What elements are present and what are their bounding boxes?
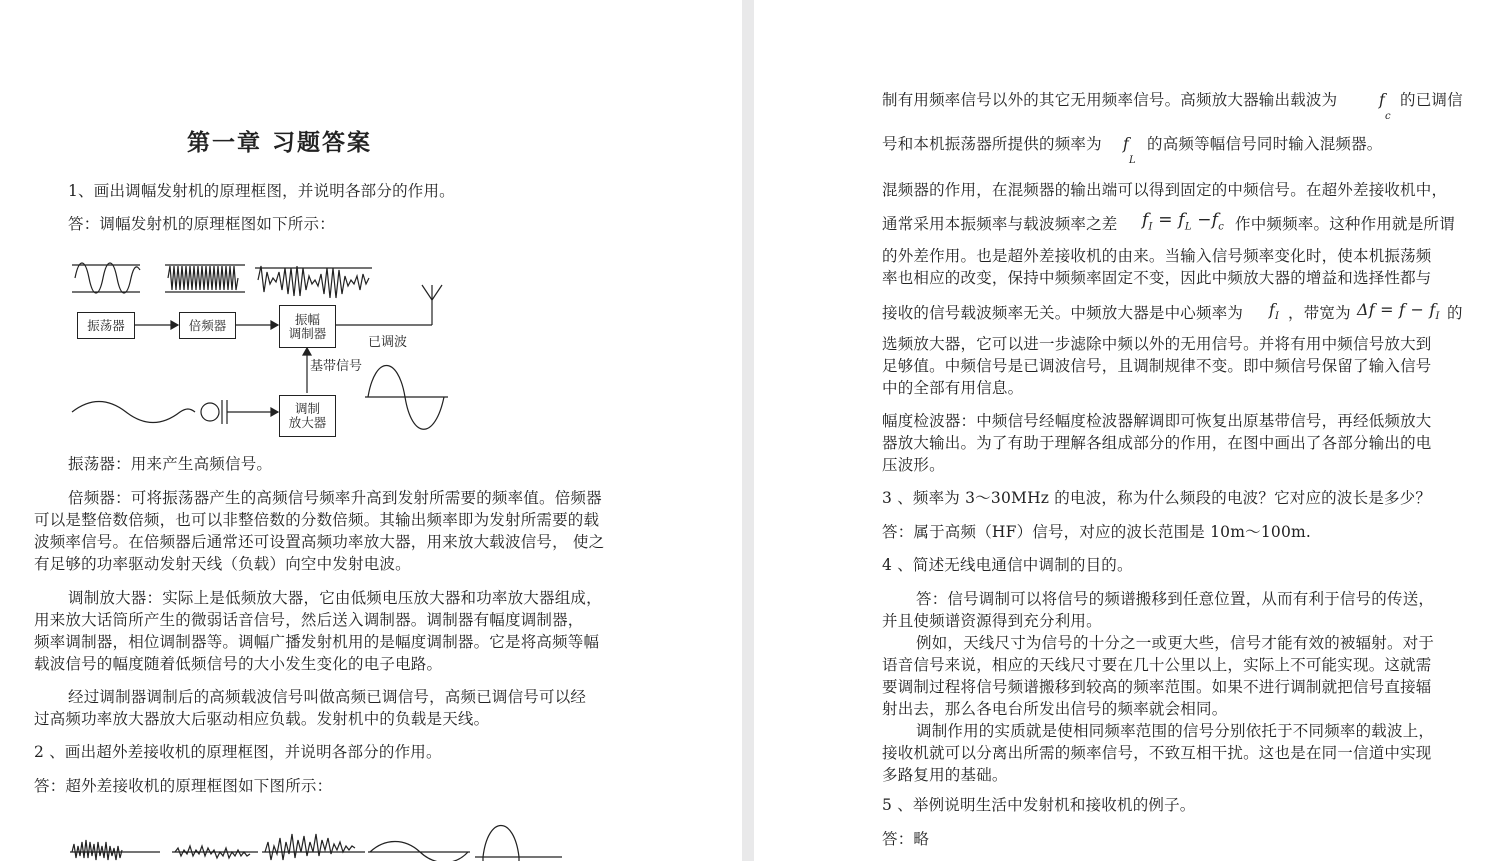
answer-4-8: 接收机就可以分离出所需的频率信号，不致互相干扰。这也是在同一信道中实现: [882, 744, 1432, 762]
answer-4-9: 多路复用的基础。: [882, 766, 1008, 784]
if-amp-desc-1c: 的: [1447, 304, 1463, 322]
if-amp-desc-3: 足够值。中频信号是已调波信号，且调制规律不变。即中频信号保留了输入信号: [882, 357, 1432, 375]
fc-symbol: $f_c$: [1379, 91, 1391, 123]
mixer-desc-2b: 的高频等幅信号同时输入混频器。: [1147, 135, 1383, 153]
mixer-desc-3: 混频器的作用，在混频器的输出端可以得到固定的中频信号。在超外差接收机中，: [882, 181, 1448, 199]
mod-amp-desc-3: 频率调制器，相位调制器等。调幅广播发射机用的是幅度调制器。它是将高频等幅: [34, 633, 600, 651]
modulated-desc-2: 过高频功率放大器放大后驱动相应负载。发射机中的负载是天线。: [34, 710, 490, 728]
detector-desc-1: 幅度检波器：中频信号经幅度检波器解调即可恢复出原基带信号，再经低频放大: [882, 412, 1432, 430]
superhet-waveforms: [0, 0, 742, 861]
if-amp-desc-1a: 接收的信号载波频率无关。中频放大器是中心频率为: [882, 304, 1244, 322]
answer-4-2: 并且使频谱资源得到充分利用。: [882, 612, 1102, 630]
detector-desc-2: 器放大输出。为了有助于理解各组成部分的作用，在图中画出了各部分输出的电: [882, 434, 1432, 452]
mod-amp-desc-1: 调制放大器：实际上是低频放大器，它由低频电压放大器和功率放大器组成，: [68, 589, 602, 607]
if-equation: $f_I = f_L -f_c$: [1142, 210, 1225, 233]
modulator-label-1: 振幅: [294, 311, 320, 327]
multiplier-desc-2: 可以是整倍数倍频，也可以非整倍数的分数倍频。其输出频率即为发射所需要的载: [34, 511, 600, 529]
modulated-wave-label: 已调波: [368, 335, 408, 350]
question-5: 5 、举例说明生活中发射机和接收机的例子。: [882, 796, 1196, 814]
fI-symbol: $f_I$: [1269, 301, 1280, 323]
right-page: [754, 0, 1504, 861]
mixer-desc-5: 的外差作用。也是超外差接收机的由来。当输入信号频率变化时，使本机振荡频: [882, 247, 1432, 265]
question-2: 2 、画出超外差接收机的原理框图，并说明各部分的作用。: [34, 743, 442, 761]
mod-amp-desc-4: 载波信号的幅度随着低频信号的大小发生变化的电子电路。: [34, 655, 443, 673]
answer-4-7: 调制作用的实质就是使相同频率范围的信号分别依托于不同频率的载波上，: [916, 722, 1435, 740]
oscillator-label: 振荡器: [87, 317, 125, 333]
if-amp-desc-2: 选频放大器，它可以进一步滤除中频以外的无用信号。并将有用中频信号放大到: [882, 335, 1432, 353]
question-1: 1、画出调幅发射机的原理框图，并说明各部分的作用。: [68, 182, 455, 200]
mixer-desc-4b: 作中频频率。这种作用就是所谓: [1235, 215, 1455, 233]
mixer-desc-1a: 制有用频率信号以外的其它无用频率信号。高频放大器输出载波为: [882, 91, 1338, 109]
multiplier-label: 倍频器: [188, 317, 227, 333]
left-page: [0, 0, 742, 861]
mod-amp-label-1: 调制: [294, 401, 320, 416]
multiplier-desc-1: 倍频器：可将振荡器产生的高频信号频率升高到发射所需要的频率值。倍频器: [68, 489, 602, 507]
baseband-label: 基带信号: [310, 359, 363, 374]
fl-symbol: $f_L$: [1123, 135, 1136, 167]
question-3: 3 、频率为 3～30MHz 的电波，称为什么频段的电波？它对应的波长是多少？: [882, 489, 1432, 507]
detector-desc-3: 压波形。: [882, 456, 945, 474]
answer-5: 答：略: [882, 830, 930, 848]
answer-3: 答：属于高频（HF）信号，对应的波长范围是 10m～100m.: [882, 523, 1312, 541]
mixer-desc-2a: 号和本机振荡器所提供的频率为: [882, 135, 1102, 153]
modulated-desc-1: 经过调制器调制后的高频载波信号叫做高频已调信号，高频已调信号可以经: [68, 688, 587, 706]
chapter-title: 第一章 习题答案: [187, 130, 373, 156]
mixer-desc-1b: 的已调信: [1400, 91, 1463, 109]
modulator-label-2: 调制器: [288, 325, 327, 341]
multiplier-desc-3: 波频率信号。在倍频器后通常还可设置高频功率放大器，用来放大载波信号， 使之: [34, 533, 605, 551]
answer-4-6: 射出去，那么各电台所发出信号的频率就会相同。: [882, 700, 1228, 718]
answer-4-3: 例如，天线尺寸为信号的十分之一或更大些，信号才能有效的被辐射。对于: [916, 634, 1435, 652]
answer-4-4: 语音信号来说，相应的天线尺寸要在几十公里以上，实际上不可能实现。这就需: [882, 656, 1432, 674]
if-amp-desc-1b: ，带宽为: [1288, 304, 1351, 322]
mixer-desc-4a: 通常采用本振频率与载波频率之差: [882, 215, 1118, 233]
if-amp-desc-4: 中的全部有用信息。: [882, 379, 1024, 397]
bandwidth-equation: $\Delta f = f - f_I$: [1357, 300, 1440, 323]
mixer-desc-6: 率也相应的改变，保持中频频率固定不变，因此中频放大器的增益和选择性都与: [882, 269, 1432, 287]
answer-2-intro: 答：超外差接收机的原理框图如下图所示：: [34, 777, 333, 795]
question-4: 4 、简述无线电通信中调制的目的。: [882, 556, 1133, 574]
multiplier-desc-4: 有足够的功率驱动发射天线（负载）向空中发射电波。: [34, 555, 411, 573]
mod-amp-label-2: 放大器: [288, 415, 327, 430]
answer-4-5: 要调制过程将信号频谱搬移到较高的频率范围。如果不进行调制就把信号直接辐: [882, 678, 1432, 696]
answer-4-1: 答：信号调制可以将信号的频谱搬移到任意位置，从而有利于信号的传送，: [916, 590, 1435, 608]
mod-amp-desc-2: 用来放大话筒所产生的微弱话音信号，然后送入调制器。调制器有幅度调制器，: [34, 611, 584, 629]
answer-1-intro: 答：调幅发射机的原理框图如下所示：: [68, 215, 335, 233]
oscillator-desc: 振荡器：用来产生高频信号。: [68, 455, 273, 473]
